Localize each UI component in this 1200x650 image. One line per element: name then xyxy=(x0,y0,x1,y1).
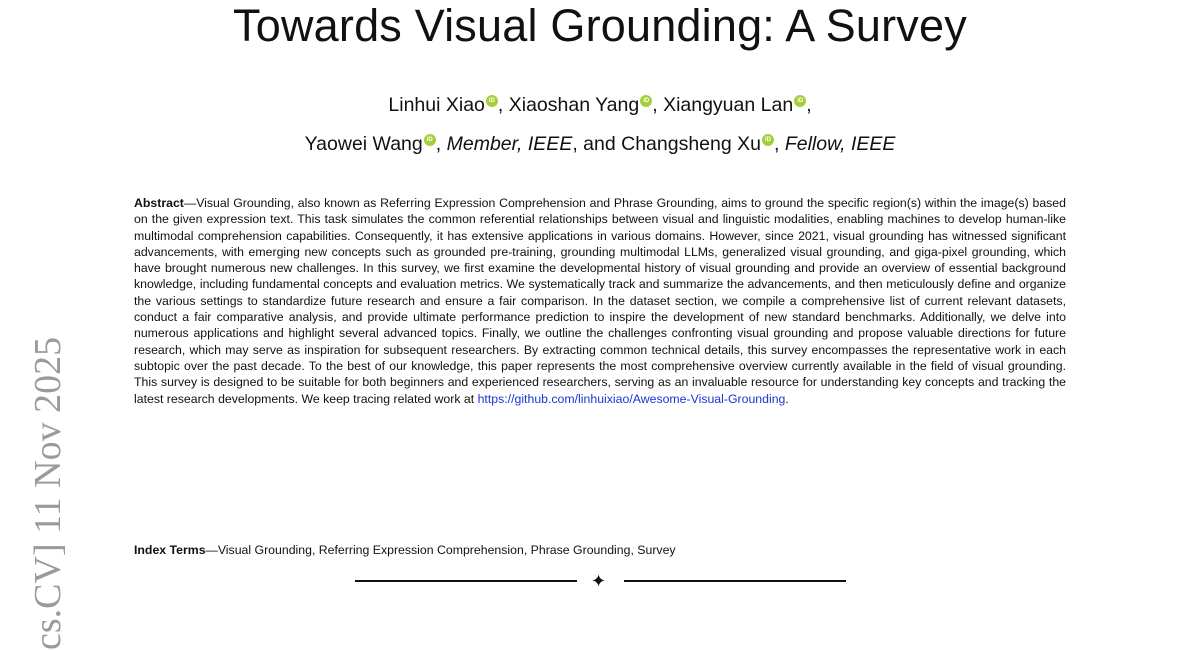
author-name: Xiaoshan Yang xyxy=(508,94,640,116)
abstract-end: . xyxy=(785,391,789,406)
index-terms-label: Index Terms xyxy=(134,543,206,557)
divider-line-right xyxy=(624,580,846,582)
paper-title: Towards Visual Grounding: A Survey xyxy=(233,0,967,51)
orcid-icon[interactable]: iD xyxy=(640,95,652,107)
abstract-label: Abstract xyxy=(134,196,184,210)
orcid-icon[interactable]: iD xyxy=(424,134,436,146)
author-line-2: Yaowei Wang iD , Member, IEEE, and Changsheng Xu iD , Fellow, IEEE xyxy=(304,133,896,155)
orcid-icon[interactable]: iD xyxy=(762,134,774,146)
author-name: Changsheng Xu xyxy=(621,133,761,155)
author-line-1: Linhui Xiao iD , Xiaoshan Yang iD , Xiangyuan Lan iD , xyxy=(388,94,812,116)
author-title: Member, IEEE xyxy=(446,133,573,155)
index-terms-text: —Visual Grounding, Referring Expression Comprehension, Phrase Grounding, Survey xyxy=(205,543,676,557)
author-name: Yaowei Wang xyxy=(304,133,423,155)
arxiv-stamp-container xyxy=(20,320,70,650)
divider-line-left xyxy=(355,580,577,582)
abstract xyxy=(134,195,1066,407)
abstract-text: —Visual Grounding, also known as Referring Expression Comprehension and Phrase Grounding, aims to ground the specific region(s) within the image(s) based on the given expression text. This task simulates the common referential relationships between visual and linguistic modalities, enabling machines to develop human-like multimodal comprehension capabilities. Consequently, it has extensive applications in various domains. However, since 2021, visual grounding has witnessed significant advancements, with emerging new concepts such as grounded pre-training, grounding multimodal LLMs, generalized visual grounding, and giga-pixel grounding, which have brought numerous new challenges. In this survey, we first examine the developmental history of visual grounding and provide an overview of essential background knowledge, including fundamental concepts and evaluation metrics. We systematically track and summarize the advancements, and then meticulously define and organize the various settings to standardize future research and ensure a fair comparison. In the dataset section, we compile a comprehensive list of current relevant datasets, conduct a fair comparative analysis, and provide ultimate performance prediction to inspire the development of new standard benchmarks. Additionally, we delve into numerous applications and highlight several advanced topics. Finally, we outline the challenges confronting visual grounding and propose valuable directions for future research, which may serve as inspiration for subsequent researchers. By extracting common technical details, this survey encompasses the representative work in each subtopic over the past decade. To the best of our knowledge, this paper represents the most comprehensive overview currently available in the field of visual grounding. This survey is designed to be suitable for both beginners and experienced researchers, serving as an invaluable resource for understanding key concepts and tracking the latest research developments. We keep tracing related work at xyxy=(134,196,1066,406)
author-title: Fellow, IEEE xyxy=(784,133,896,155)
author-conjunction: , and xyxy=(572,133,616,155)
orcid-icon[interactable]: iD xyxy=(486,95,498,107)
index-terms xyxy=(134,542,1066,558)
divider-diamond-icon: ✦ xyxy=(591,571,607,591)
author-name: Linhui Xiao xyxy=(388,94,485,116)
orcid-icon[interactable]: iD xyxy=(794,95,806,107)
github-link[interactable]: https://github.com/linhuixiao/Awesome-Visual-Grounding xyxy=(477,391,786,406)
author-name: Xiangyuan Lan xyxy=(663,94,794,116)
arxiv-stamp: cs.CV] 11 Nov 2025 xyxy=(27,336,69,650)
